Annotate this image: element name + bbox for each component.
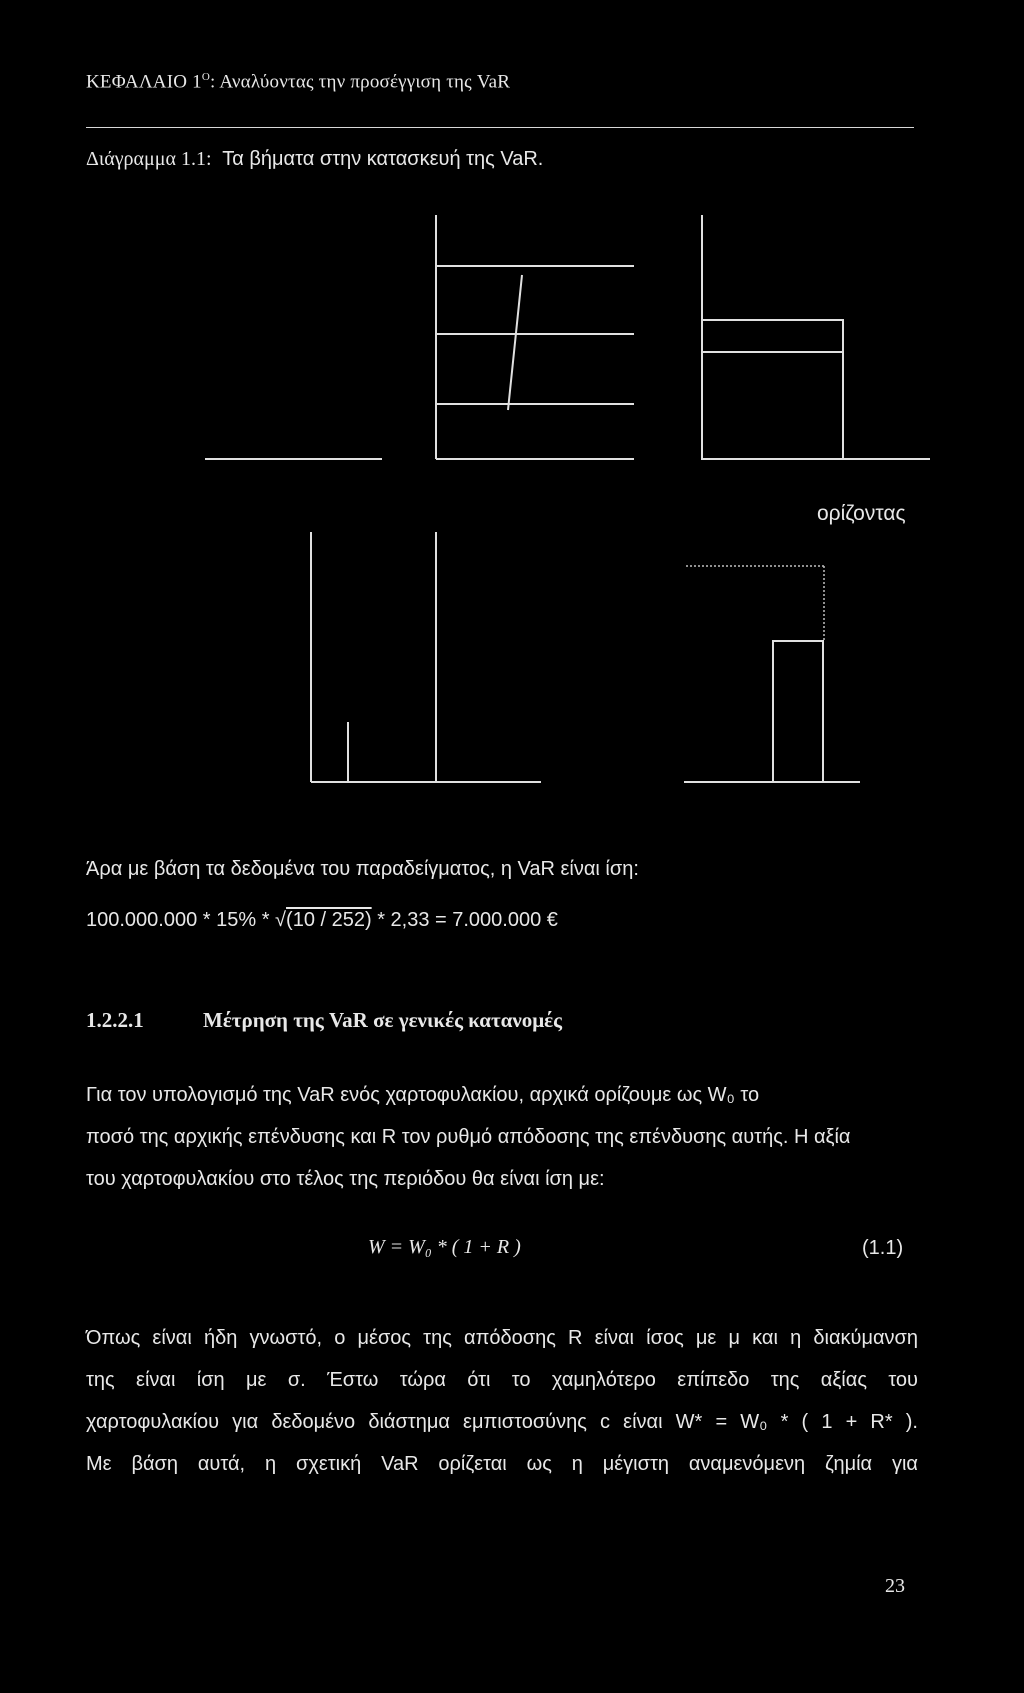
chapter-header bbox=[86, 71, 510, 93]
equation-number: (1.1) bbox=[862, 1237, 904, 1259]
chapter-superscript: Ο bbox=[201, 71, 210, 83]
box-top-right bbox=[702, 320, 843, 459]
equation-1-1: W = W₀ * ( 1 + R ) bbox=[368, 1236, 521, 1258]
paragraph-line: χαρτοφυλακίου για δεδομένο διάστημα εμπιστοσύνης c είναι W* = W₀ * ( 1 + R* ). bbox=[86, 1411, 918, 1433]
slope-line bbox=[508, 275, 522, 410]
chapter-prefix: ΚΕΦΑΛΑΙΟ 1 bbox=[86, 71, 202, 93]
box-bottom-right bbox=[773, 641, 823, 782]
page-number: 23 bbox=[885, 1575, 905, 1597]
paragraph-line: της είναι ίση με σ. Έστω τώρα ότι το χαμηλότερο επίπεδο της αξίας του bbox=[86, 1369, 918, 1391]
paragraph-line: Όπως είναι ήδη γνωστό, ο μέσος της απόδοσης R είναι ίσος με μ και η διακύμανση bbox=[86, 1327, 918, 1349]
chapter-title: : Αναλύοντας την προσέγγιση της VaR bbox=[209, 71, 511, 93]
section-number: 1.2.2.1 bbox=[86, 1008, 144, 1032]
caption-text: Τα βήματα στην κατασκευή της VaR. bbox=[222, 148, 544, 170]
paragraph-line: Με βάση αυτά, η σχετική VaR ορίζεται ως η μέγιστη αναμενόμενη ζημία για bbox=[86, 1453, 918, 1475]
paragraph-var-definition bbox=[86, 1317, 918, 1485]
horizon-label: ορίζοντας bbox=[817, 502, 906, 525]
header-rule bbox=[86, 127, 914, 128]
var-steps-diagram bbox=[0, 200, 1024, 800]
section-title: Μέτρηση της VaR σε γενικές κατανομές bbox=[203, 1008, 562, 1032]
example-formula bbox=[86, 909, 558, 932]
sqrt-sign: √ bbox=[275, 909, 287, 931]
figure-caption bbox=[86, 148, 543, 171]
example-intro: Άρα με βάση τα δεδομένα του παραδείγματος, η VaR είναι ίση: bbox=[86, 858, 639, 880]
caption-label: Διάγραμμα 1.1: bbox=[86, 148, 212, 170]
paragraph-line: του χαρτοφυλακίου στο τέλος της περιόδου θα είναι ίση με: bbox=[86, 1168, 605, 1190]
sqrt-argument: (10 / 252) bbox=[286, 909, 372, 931]
section-heading bbox=[86, 1008, 562, 1033]
formula-right: * 2,33 = 7.000.000 € bbox=[371, 909, 558, 931]
paragraph-line: Για τον υπολογισμό της VaR ενός χαρτοφυλακίου, αρχικά ορίζουμε ως W₀ το bbox=[86, 1084, 760, 1106]
formula-left: 100.000.000 * 15% * bbox=[86, 909, 276, 931]
paragraph-portfolio-value bbox=[86, 1074, 918, 1200]
paragraph-line: ποσό της αρχικής επένδυσης και R τον ρυθμό απόδοσης της επένδυσης αυτής. Η αξία bbox=[86, 1126, 851, 1148]
